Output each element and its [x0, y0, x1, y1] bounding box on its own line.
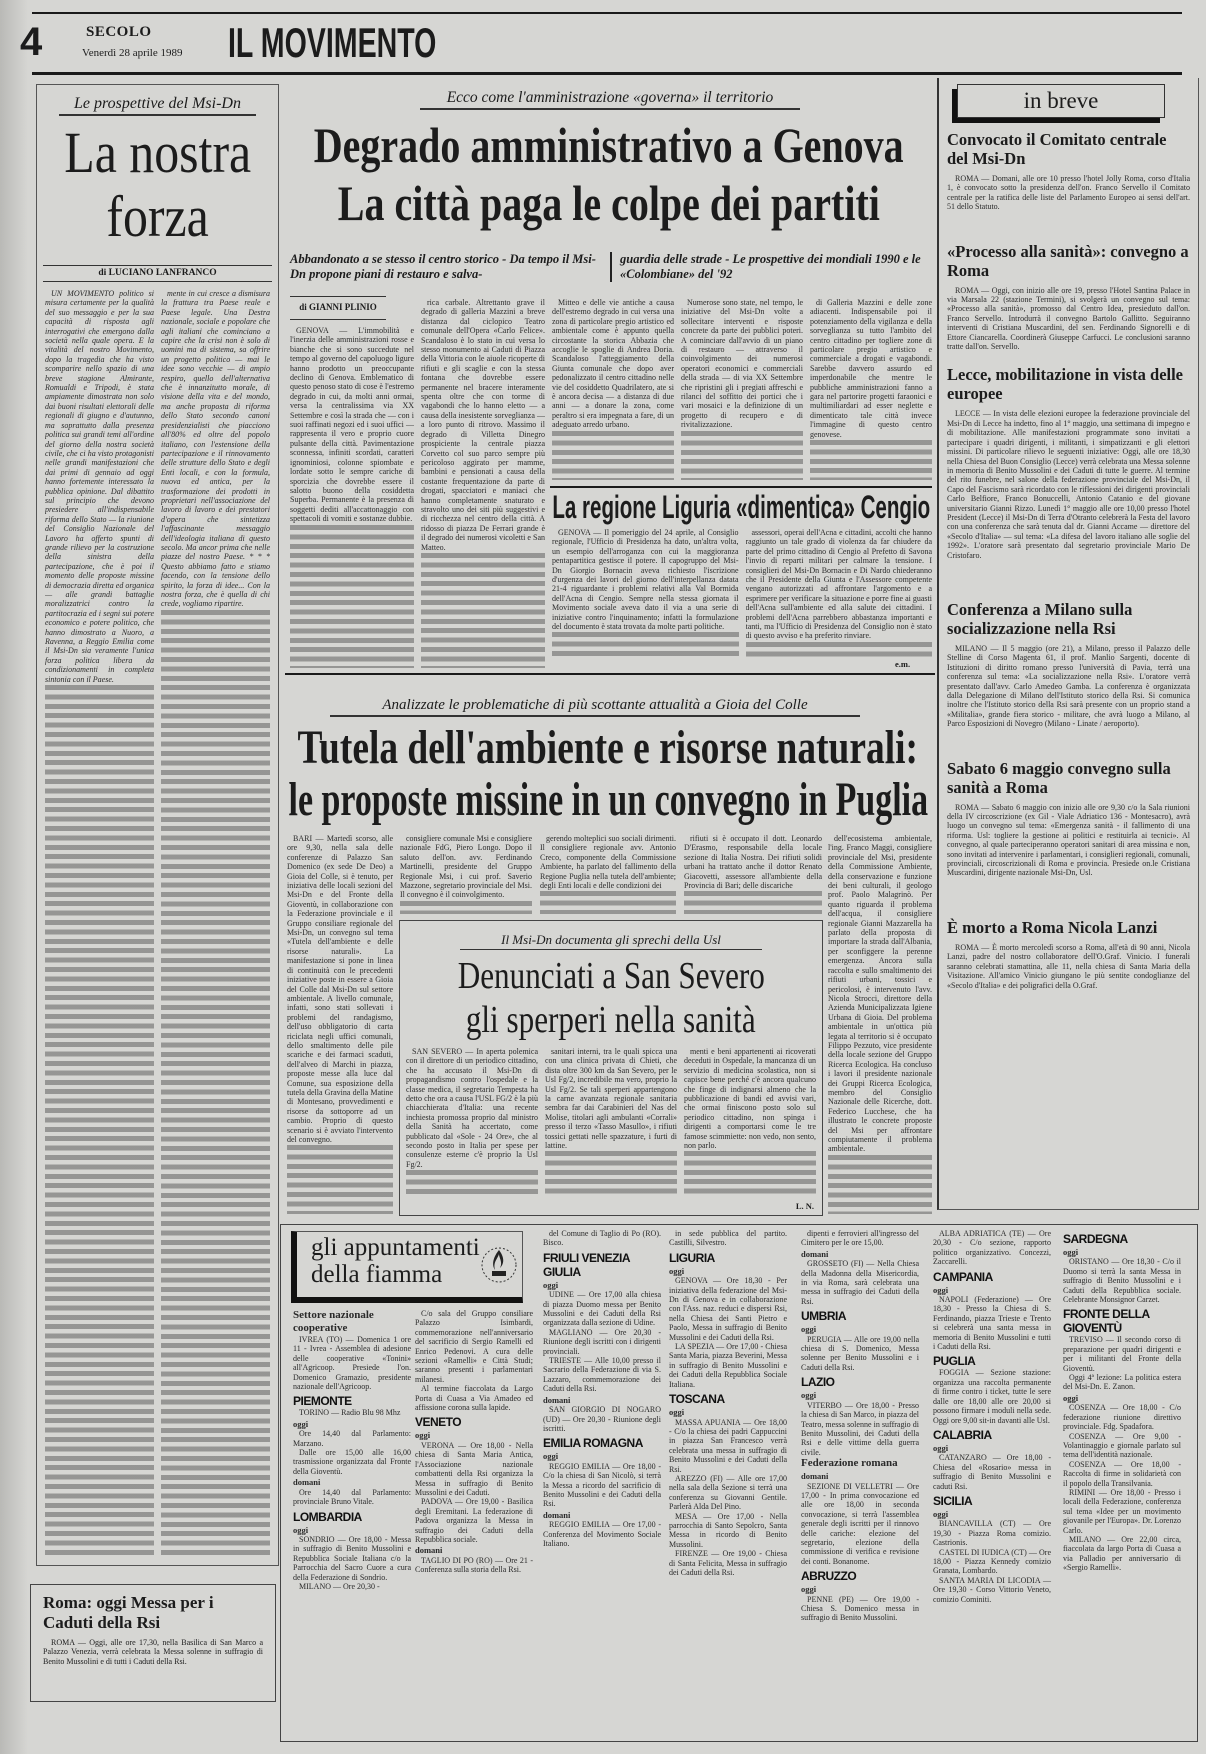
region-heading: PUGLIA	[933, 1354, 976, 1369]
article-paragraph: gerendo molteplici suo sociali dirimenti. Il consigliere regionale avv. Antonio Creco, componente della Commissione Ambiente, ha parlato del fallimento della Regione Puglia nella tutela dell'ambiente; degli Enti locali e delle condizioni dei	[540, 834, 676, 891]
editorial-box	[36, 84, 279, 1566]
brief-list	[947, 130, 1190, 990]
event-entry: in sede pubblica del partito. Castilli, Silvestro.	[669, 1229, 787, 1248]
event-entry: SEZIONE DI VELLETRI — Ore 17,00 - In prima convocazione ed alle ore 18,00 in seconda convocazione, si terrà l'assemblea generale degli iscritti per il rinnovo delle cariche: elezione del segretario, elezione della commissione di verifica e revisione dei conti. Bonanome.	[801, 1481, 919, 1566]
region-heading: PIEMONTE	[293, 1394, 352, 1409]
text-column	[45, 289, 154, 1559]
liguria-rule	[550, 486, 932, 488]
event-entry: Oggi 4ª lezione: La politica estera del Msi-Dn. E. Zanon.	[1063, 1373, 1181, 1392]
article-paragraph: GENOVA — L'immobilità e l'inerzia delle amministrazioni rosse e bianche che si sono succedute nel tempo al governo del capoluogo ligure hanno prodotto un preoccupante declino di Genova. Emblematico di questo penoso stato di cose è l'estremo degrado in cui, da molti anni ormai, versa la centralissima via XX Settembre e così la strada che — con i suoi raffinati negozi ed i suoi uffici — rappresenta il vero e proprio cuore pulsante della città. Pavimentazione sconnessa, infiniti scordati, caratteri ignominiosi, colonne spiombate e lordate sotto le sempre cariche di sporcizia che dovrebbe essere il salotto buono della cosiddetta Superba. Permanente è la presenza di soggetti dediti all'accattonaggio con spettacoli di vomiti e sostanze dubbie.	[290, 326, 414, 524]
day-label: domani	[801, 1248, 829, 1259]
text-column	[545, 1047, 677, 1195]
text-lines	[161, 610, 270, 1559]
region-heading: LOMBARDIA	[293, 1509, 362, 1524]
event-entry: MILANO — Ore 20,30 -	[299, 1581, 380, 1591]
section-heading: Settore nazionale cooperative	[293, 1309, 374, 1334]
text-column	[552, 298, 674, 480]
day-label: domani	[801, 1471, 829, 1482]
section-rule	[285, 673, 935, 675]
editorial-kicker: Le prospettive del Msi-Dn	[59, 94, 256, 116]
scan-edge	[0, 0, 28, 1754]
event-entry: BIANCAVILLA (CT) — Ore 19,30 - Piazza Roma comizio. Castrionis.	[933, 1519, 1051, 1548]
text-column	[684, 834, 822, 914]
genova-kicker: Ecco come l'amministrazione «governa» il territorio	[420, 88, 800, 110]
top-rule	[32, 12, 1182, 14]
event-entry: TRIESTE — Alle 10,00 presso il Sacrario della Federazione di via S. Lazzaro, commemorazione dei Caduti della Rsi.	[543, 1356, 661, 1394]
event-entry: PADOVA — Ore 19,00 - Basilica degli Eremitani. La federazione di Padova organizza la Messa in suffragio dei Caduti della Repubblica sociale.	[415, 1497, 533, 1544]
day-label: oggi	[415, 1430, 431, 1441]
article-paragraph: rifiuti si è occupato il dott. Leonardo D'Erasmo, responsabile della locale sezione di Italia Nostra. Dei rifiuti solidi urbani ha trattato anche il dottor Renato Giacovetti, assessore all'ambiente della Provincia di Bari; delle discariche	[684, 834, 822, 891]
text-lines	[421, 553, 545, 668]
event-entry: GENOVA — Ore 18,30 - Per iniziativa della federazione del Msi-Dn di Genova e in collaborazione con l'Ass. naz. reduci e dispersi Rsi, nella Chiesa dei Santi Pietro e Paolo, Messa in suffragio di Benito Mussolini e dei Caduti della Rsi.	[669, 1276, 787, 1342]
sansevero-headline	[404, 954, 818, 1042]
day-label: oggi	[293, 1524, 309, 1535]
brief-item	[947, 242, 1190, 352]
sansevero-headline-line1: Denunciati a San Severo	[457, 955, 765, 997]
event-entry: UDINE — Ore 17,00 alla chiesa di piazza Duomo messa per Benito Mussolini e dei Caduti della Rsi organizzata dalla sezione di Udine.	[543, 1290, 661, 1328]
text-column	[290, 298, 414, 668]
sansevero-headline-line2: gli sperperi nella sanità	[466, 999, 756, 1041]
in-breve-label: in breve	[957, 84, 1165, 118]
event-entry: TAGLIO DI PO (RO) — Ore 21 - Conferenza sulla storia della Rsi.	[415, 1555, 533, 1575]
event-entry: FOGGIA — Sezione stazione: organizza una raccolta permanente di firme contro i ticket, tutte le sere dalle ore 18,00 alle ore 20,00 si possono firmare i moduli nella sede. Oggi ore 9,00 sit-in davanti alle Usl.	[933, 1368, 1051, 1425]
event-entry: dipenti e ferrovieri all'ingresso del Cimitero per le ore 15,00.	[801, 1229, 919, 1248]
event-entry: Al termine fiaccolata da Largo Porta di Cuasa a Via Amadeo ed affissione corona sulla lapide.	[415, 1384, 533, 1413]
appuntamenti-title	[291, 1231, 523, 1303]
event-entry: PENNE (PE) — Ore 19,00 - Chiesa S. Domenico messa in suffragio di Benito Mussolini.	[801, 1594, 919, 1623]
day-label: oggi	[933, 1442, 949, 1453]
region-heading: TOSCANA	[669, 1392, 725, 1407]
event-entry: COSENZA — Ore 18,00 - C/o federazione riunione direttivo provinciale. Fdg. Spadafora.	[1063, 1403, 1181, 1432]
text-column	[828, 834, 932, 1214]
article-paragraph: assessori, operai dell'Acna e cittadini, accolti che hanno raggiunto un tale grado di violenza da far chiudere da parte del primo cittadino di Cengio al Prefetto di Savona l'invio di reparti militari per calmare la tensione. I consiglieri del Msi-Dn Bornacin e Di Nardo chiederanno che il Presidente della Giunta e l'Assessore competente vengano autorizzati ad affrontare l'argomento e a esprimere per verificare la situazione e porre fine ai guasti dell'Acna sull'ambiente ed alla salute dei cittadini. I problemi dell'Acna parrebbero abbastanza importanti e tanti, ma l'Ufficio di Presidenza del Consiglio non è stato di questo avviso e ha preferito rinviare.	[745, 528, 932, 641]
appuntamenti-box	[280, 1224, 1198, 1742]
event-entry: MASSA APUANIA — Ore 18,00 - C/o la chiesa dei padri Cappuccini in piazza San Francesco verrà celebrata una messa in suffragio di Benito Mussolini e dei Caduti della Rsi.	[669, 1417, 787, 1474]
region-heading: LAZIO	[801, 1375, 835, 1390]
day-label: oggi	[933, 1508, 949, 1519]
text-column	[684, 1047, 816, 1195]
day-label: domani	[543, 1509, 571, 1520]
text-column	[552, 528, 739, 658]
text-lines	[684, 891, 822, 914]
event-entry: MAGLIANO — Ore 20,30 - Riunione degli iscritti con i dirigenti provinciali.	[543, 1327, 661, 1356]
article-paragraph: menti e beni appartenenti ai ricoverati deceduti in Ospedale, la mancanza di un servizio di medicina scolastica, non si capisce bene perché c'è ancora qualcuno che finge di indignarsi almeno che la pubblicazione di bandi ed avvisi vari, che ormai finiscono posto solo sul periodico cittadino, non spinga i dirigenti a comportarsi come le tre famose scimmiette: non vedo, non sento, non parlo.	[684, 1047, 816, 1151]
issue-date: Venerdì 28 aprile 1989	[82, 47, 183, 59]
brief-text: MILANO — Il 5 maggio (ore 21), a Milano, presso il Palazzo delle Stelline di Corso Magenta 61, il prof. Manlio Sargenti, docente di Istituzioni di diritto romano presso l'università di Pavia, terrà una conferenza sul tema: «La socializzazione nella Rsi». L'oratore verrà presentato dall'avv. Carlo Amedeo Gamba. La conferenza è organizzata dalla Delegazione di Milano dell'Istituto storico della Rsi. Si comunica inoltre che l'Istituto storico della Rsi sarà presente con un proprio stand a «Militalia», grande fiera storico - militare, che avrà luogo a Milano, al Parco Esposizioni di Novegro (Milano - Linate / aeroporto).	[947, 643, 1190, 729]
event-entry: TREVISO — Il secondo corso di preparazione per quadri dirigenti e per i militanti del Fronte della Gioventù.	[1063, 1335, 1181, 1373]
appuntamenti-title-line1: gli appuntamenti	[311, 1234, 480, 1261]
appuntamenti-column	[1063, 1229, 1181, 1573]
section-heading: Federazione romana	[801, 1457, 898, 1470]
masthead-rule	[32, 72, 1182, 75]
genova-headline-line2: La città paga le colpe dei partiti	[337, 175, 881, 231]
event-entry: SANTA MARIA DI LICODIA — Ore 19,30 - Corso Vittorio Veneto, comizio Cominiti.	[933, 1575, 1051, 1604]
brief-item	[947, 600, 1190, 729]
region-heading: FRONTE DELLA GIOVENTÙ	[1063, 1307, 1150, 1336]
event-entry: SONDRIO — Ore 18,00 - Messa in suffragio di Benito Mussolini e Repubblica Sociale Italiana c/o la Parrocchia del Sacro Cuore a cura della Federazione di Sondrio.	[293, 1534, 411, 1582]
sansevero-body	[406, 1047, 816, 1195]
brief-text: ROMA — Oggi, con inizio alle ore 19, presso l'Hotel Santina Palace in via Marsala 22 (stazione Termini), si svolgerà un convegno sul tema: «Processo alla sanità», promosso dal Centro Idea, presieduto dall'on. Franco Servello. Introdurrà il convegno Bartolo Gallitto. Seguiranno interventi di Cristiana Muscardini, del sen. Ferdinando Signorelli e di Ettore Ciancarella. Coordinerà Giuseppe Carfucci. Le conclusioni saranno tratte dall'on. Servello.	[947, 285, 1190, 352]
roma-box	[30, 1584, 276, 1702]
article-paragraph: mente in cui cresce a dismisura la frattura tra Paese reale e Paese legale. Una Destra nazionale, sociale e popolare che agli italiani che cominciano a capire che la crisi non è solo di uomini ma di sistema, sa offrire un progetto politico — mai le idee sono vecchie — di ampio respiro, quello dell'alternativa che è innanzitutto morale, di visione della vita e del mondo, ma anche proposta di riforma dello Stato secondo canoni presidenzialisti che piacciono all'80% ed oltre del popolo italiano, con l'estensione della partecipazione e il rinnovamento delle strutture dello Stato e degli Enti locali, e con la formula, nuova ed antica, per la trasformazione dei prodotti in proprietari nell'associazione del lavoro di lavoro e dei prestatori d'opera che sintetizza l'affascinante messaggio dell'ideologia italiana di questo secolo. Ma ancor prima che nelle piazze del nostro Paese. * * * Questo abbiamo fatto e stiamo facendo, con la tensione dello spirito, la forza di idee... Con la nostra forza, che è quella di chi crede, vogliamo ripartire.	[161, 289, 270, 609]
sansevero-kicker: Il Msi-Dn documenta gli sprechi della Usl	[460, 931, 762, 950]
appuntamenti-title-line2: della fiamma	[311, 1261, 443, 1288]
day-label: domani	[293, 1477, 321, 1488]
text-column	[810, 298, 932, 480]
text-lines	[540, 891, 676, 914]
event-entry: CASTEL DI IUDICA (CT) — Ore 18,00 - Piazza Kennedy comizio Granata, Lombardo.	[933, 1547, 1051, 1576]
event-entry: IVREA (TO) — Domenica 1 ore 11 - Ivrea - Assemblea di adesione delle cooperative «Tonini» all'Agricoop. Presiede l'on. Domenico Gramazio, presidente nazionale dell'Agricoop.	[293, 1335, 411, 1392]
day-label: oggi	[801, 1390, 817, 1401]
article-paragraph: dell'ecosistema ambientale, l'ing. Franco Maggi, consigliere provinciale del Msi, presidente della Commissione Ambiente, della conservazione e funzione dei beni culturali, il geologo prof. Paolo Malagrinò. Per quanto riguarda il problema dell'acqua, il consigliere regionale Gianni Mazzarella ha parlato della proposta di importare la strada dall'Albania, per sconfiggere la perenne emergenza. Ancora sulla raccolta e sullo smaltimento dei rifiuti urbani, tossici e pericolosi, è intervenuto l'avv. Nicola Strocci, direttore della Azienda Municipalizzata Igiene Urbana di Gioia. Del problema ambientale in un'ottica più legata al territorio si è occupato Filippo Pezzuto, vice presidente della locale sezione del Gruppo Ricerca Ecologica. Ha concluso i lavori il presidente nazionale dei Gruppi Ricerca Ecologica, membro del Consiglio Nazionale delle Ricerche, dott. Federico Lucchese, che ha illustrato le concrete proposte del Msi per affrontare compiutamente il problema ambientale.	[828, 834, 932, 1154]
text-lines	[681, 431, 803, 480]
puglia-kicker: Analizzate le problematiche di più scottante attualità a Gioia del Colle	[330, 695, 860, 717]
event-entry: PERUGIA — Alle ore 19,00 nella chiesa di S. Domenico, Messa solenne per Benito Mussolini e i Caduti della Rsi.	[801, 1334, 919, 1372]
event-entry: Ore 14,40 dal Parlamento: provinciale Bruno Vitale.	[293, 1487, 411, 1507]
text-lines	[552, 632, 739, 658]
text-column	[406, 1047, 538, 1195]
brief-text: LECCE — In vista delle elezioni europee la federazione provinciale del Msi-Dn di Lecce ha indetto, fino al 1° maggio, una settimana di impegno e di mobilitazione. Alle manifestazioni programmate sono invitati a partecipare i quadri dirigenti, i militanti, i simpatizzanti e gli elettori missini. Di particolare rilievo le seguenti iniziative: Oggi, alle ore 18,30 nella Chiesa del Buon Consiglio (Lecce) verrà celebrata una Messa solenne in memoria di Benito Mussolini e dei Caduti di tutte le guerre. Al termine del rito funebre, nel salone della federazione provinciale del Msi-Dn, il Capo del Fascismo sarà ricordato con le riflessioni dei dirigenti provinciali Carlo Belfiore, Franco Bonuccelli, Antonio Catanio e del giovane universitario Gianni Rizzo. Lunedì 1° maggio alle ore 10,00 presso l'hotel President (Lecce) il Msi-Dn di Terra d'Otranto celebrerà la Festa del lavoro con una conferenza che sarà tenuta dal dr. Gianni Accame — direttore del «Secolo d'Italia» — sul tema: «La difesa del lavoro italiano alle soglie del 1992». L'oratore sarà presentato dal segretario provinciale Mario De Cristofaro.	[947, 409, 1190, 560]
region-heading: LIGURIA	[669, 1250, 715, 1265]
day-label: oggi	[293, 1418, 309, 1429]
appuntamenti-column	[293, 1309, 411, 1591]
text-lines	[45, 685, 154, 1559]
event-entry: VERONA — Ore 18,00 - Nella chiesa di Santa Maria Antica, l'Associazione nazionale combattenti della Rsi organizza la Messa in suffragio di Benito Mussolini e dei Caduti.	[415, 1440, 533, 1497]
liguria-headline: La regione Liguria «dimentica» Cengio	[552, 489, 930, 525]
brief-title: È morto a Roma Nicola Lanzi	[947, 917, 1158, 937]
article-paragraph: UN MOVIMENTO politico si misura certamente per la qualità del suo messaggio e per la sua capacità di risposta agli interrogativi che emergono dalla società nella quale opera. E la vitalità del nostro Movimento, dopo la tragedia che ha visto scomparire nello spazio di una breve stagione Almirante, Romualdi e Tripodi, è stata ampiamente dimostrata non solo dai buoni risultati elettorali delle regionali di giugno e d'autunno, ma soprattutto dalla presenza politica sui grandi temi all'ordine del giorno della nostra società civile, che ci ha visto protagonisti nelle grandi manifestazioni che dai primi di gennaio ad oggi hanno fortemente interessato la pubblica opinione. Dal dibattito sul principio che devono presiedere all'indispensabile riforma dello Stato — la riunione del Consiglio Nazionale del Lavoro ha offerto spunti di grande rilievo per la costruzione della sinistra della partecipazione, che è poi il momento delle proposte missine di democrazia diretta ed organica — alle grandi battaglie moralizzatrici contro la partitocrazia ed i segni sui potere economico e potere politico, che hanno dimostrato a Nuoro, a Ravenna, a Reggio Emilia come il Msi-Dn sia veramente l'unica forza politica libera da condizionamenti in completa sintonia con il Paese.	[45, 289, 154, 684]
brief-title: Conferenza a Milano sulla socializzazione nella Rsi	[947, 599, 1133, 638]
region-heading: ABRUZZO	[801, 1569, 857, 1584]
event-entry: REGGIO EMILIA — Ore 17,00 - Conferenza del Movimento Sociale Italiano.	[543, 1520, 661, 1548]
region-heading: FRIULI VENEZIA GIULIA	[543, 1250, 630, 1279]
event-entry: Ore 14,40 dal Parlamento: Marzano.	[293, 1429, 411, 1448]
appuntamenti-column	[543, 1229, 661, 1548]
appuntamenti-column	[933, 1229, 1051, 1604]
text-lines	[406, 1170, 538, 1195]
liguria-headline-wrap	[550, 489, 932, 525]
event-entry: COSENZA — Ore 9,00 - Volantinaggio e giornale parlato sul tema dell'identità nazionale.	[1063, 1431, 1181, 1460]
brief-title: Convocato il Comitato centrale del Msi-Dn	[947, 130, 1167, 168]
genova-headline-line1: Degrado amministrativo a Genova	[314, 117, 904, 173]
text-lines	[545, 1151, 677, 1195]
brief-text: ROMA — Domani, alle ore 10 presso l'hotel Jolly Roma, corso d'Italia 1, è convocato sotto la presidenza dell'on. Franco Servello il Comitato centrale per la ratifica delle liste del Parlamento Europeo ai sensi dell'art. 51 dello Statuto.	[947, 174, 1190, 212]
day-label: oggi	[933, 1284, 949, 1295]
in-breve-column	[937, 78, 1199, 1210]
roma-box-title: Roma: oggi Messa per i Caduti della Rsi	[43, 1593, 214, 1632]
day-label: domani	[543, 1394, 571, 1405]
event-entry: FIRENZE — Ore 19,00 - Chiesa di Santa Felicita, Messa in suffragio dei Caduti della Rsi.	[669, 1549, 787, 1577]
sansevero-signature: L. N.	[795, 1201, 814, 1211]
event-entry: LA SPEZIA — Ore 17,00 - Chiesa Santa Maria, piazza Beverini, Messa in suffragio di Benito Mussolini e dei Caduti della Repubblica Sociale Italiana.	[669, 1342, 787, 1389]
text-lines	[810, 440, 932, 480]
article-paragraph: di Galleria Mazzini e delle zone adiacenti. Indispensabile poi il potenziamento della vigilanza e della sorveglianza su tutto l'ambito del centro cittadino per togliere zone di particolare pregio artistico e commerciale a drogati e vagabondi. Sarebbe davvero assurdo ed imperdonabile che mentre le pubbliche amministrazioni fanno a gara nel partorire progetti faraonici e multimiliardari ad esser neglette e dimenticato tale città invece l'immagine di questo centro genovese.	[810, 298, 932, 439]
region-heading: SICILIA	[933, 1493, 973, 1508]
liguria-signature: e.m.	[895, 659, 911, 669]
region-heading: CAMPANIA	[933, 1269, 993, 1284]
article-paragraph: rica carbale. Altrettanto grave il degrado di galleria Mazzini a breve distanza dal ciclopico Teatro comunale dell'Opera «Carlo Felice». Scandaloso è lo stato in cui versa lo stesso monumento ai Caduti di Piazza della Vittoria con le aiuole ricoperte di rifiuti e gli scaglie e con la stessa fontana che dovrebbe essere permanente nel bracere interamente spenta oltre che con torme di vagabondi che lo hanno eletto — a causa della inesistente sorveglianza — a loro punto di ritrovo. Massimo il degrado di Villetta Dinegro prospiciente la centrale piazza Corvetto col suo parco sempre più pericoloso aggirato per mamme, bambini e pensionati a causa della costante frequentazione da parte di drogati, spacciatori e maniaci che hanno completamente snaturato e stravolto uno dei siti più suggestivi e di ricchezza nel centro della città. A ridosso di piazza De Ferrari grande è il degrado dei numerosi vicoletti e San Matteo.	[421, 298, 545, 552]
event-entry: MESA — Ore 17,00 - Nella parrocchia di Santo Sepolcro, Santa Messa in ricordo di Benito Mussolini.	[669, 1511, 787, 1549]
editorial-title-line2: forza	[106, 184, 209, 249]
day-label: oggi	[669, 1265, 685, 1276]
brief-title: Sabato 6 maggio convegno sulla sanità a Roma	[947, 758, 1171, 797]
text-column	[746, 528, 933, 658]
brief-item	[947, 365, 1190, 560]
event-entry: REGGIO EMILIA — Ore 18,00 - C/o la chiesa di San Nicolò, si terrà la Messa a ricordo del sacrificio di Benito Mussolini e dei Caduti della Rsi.	[543, 1461, 661, 1509]
paper-name: SECOLO	[86, 24, 152, 40]
article-paragraph: SAN SEVERO — In aperta polemica con il direttore di un periodico cittadino, che ha accusato il Msi-Dn di propagandismo contro l'ospedale e la classe medica, il segretario Tempesta ha detto che ora a causa l'USL FG/2 è la più chiacchierata d'Italia: una recente inchiesta promossa proprio dal ministro della Sanità ha accertato, come pubblicato dal «Sole - 24 Ore», che al secondo posto in Italia per spese per consulenze esterne c'è proprio la Usl Fg/2.	[406, 1047, 538, 1169]
brief-title: «Processo alla sanità»: convegno a Roma	[947, 241, 1189, 280]
event-entry: SAN GIORGIO DI NOGARO (UD) — Ore 20,30 - Riunione degli iscritti.	[543, 1405, 661, 1433]
editorial-title	[37, 121, 278, 249]
appuntamenti-column	[415, 1309, 533, 1575]
genova-byline: di GIANNI PLINIO	[290, 296, 386, 320]
flame-logo-icon	[480, 1244, 518, 1286]
article-paragraph: BARI — Martedì scorso, alle ore 9,30, nella sala delle conferenze di Palazzo San Domenico (ex sede De Deo) a Gioia del Colle, si è tenuto, per iniziativa delle locali sezioni del Msi-Dn e del Fronte della Gioventù, in collaborazione con la Federazione provinciale e il Gruppo consiliare regionale del Msi-Dn, un convegno sul tema «Tutela dell'ambiente e delle risorse naturali». La manifestazione si pone in linea di continuità con le precedenti iniziative poste in essere a Gioia del Colle dal Msi-Dn sul settore ambientale. A livello comunale, infatti, sono stati sollevati i problemi del randagismo, dell'uso obbligatorio di carta riciclata negli uffici comunali, dello smaltimento delle pile scariche e dei farmaci scaduti, dell'alveo di Marchi in piazza, proposte messe alla luce dal Comune, sua esposizione della tutela della Gravina della Matine di Montesano, provvedimenti e risorse da sottoporre ad un cambio. Proprio di questo scenario si è avviato l'intervento del convegno.	[287, 834, 393, 1144]
text-lines	[400, 901, 532, 914]
text-lines	[828, 1155, 932, 1214]
day-label: oggi	[1063, 1392, 1079, 1403]
text-column	[421, 298, 545, 668]
brief-item	[947, 130, 1190, 212]
brief-item	[947, 759, 1190, 878]
region-heading: CALABRIA	[933, 1427, 992, 1442]
event-entry: ORISTANO — Ore 18,30 - C/o il Duomo si terrà la santa Messa in suffragio di Benito Mussolini e i Caduti della Repubblica sociale. Celebrante Monsignor Carzet.	[1063, 1257, 1181, 1305]
section-title: IL MOVIMENTO	[228, 19, 437, 66]
sansevero-box	[399, 920, 823, 1216]
event-entry: CATANZARO — Ore 18,00 - Chiesa del «Rosario» messa in suffragio di Benito Mussolini e caduti Rsi.	[933, 1453, 1051, 1491]
genova-body-right	[552, 298, 932, 480]
puglia-headline-line2: le proposte missine in un convegno in Puglia	[288, 773, 928, 826]
brief-item	[947, 918, 1190, 990]
appuntamenti-column	[801, 1229, 919, 1623]
event-entry: AREZZO (FI) — Alle ore 17,00 nella sala della Sezione si terrà una conferenza su Giovanni Gentile. Parlerà Alda Del Pino.	[669, 1473, 787, 1512]
roma-box-text: ROMA — Oggi, alle ore 17,30, nella Basilica di San Marco a Palazzo Venezia, verrà celebrata la Messa solenne in suffragio di Benito Mussolini e di tutti i Caduti della Rsi.	[43, 1638, 263, 1666]
text-lines	[287, 1145, 393, 1214]
article-paragraph: Numerose sono state, nel tempo, le iniziative del Msi-Dn volte a sollecitare interventi e risposte concrete da parte dei pubblici poteri. A cominciare dall'avvio di un piano di restauro — attraverso il coinvolgimento dei numerosi operatori economici e commerciali della strada — di via XX Settembre che ripristini gli i pregiati affreschi e rilanci del soffitto dei portici che i vari mosaici e la definizione di un progetto di recupero e di rivitalizzazione.	[681, 298, 803, 430]
genova-body-left	[290, 298, 545, 668]
text-column	[540, 834, 676, 914]
text-lines	[684, 1151, 816, 1195]
event-entry: MILANO — Ore 22,00 circa, fiaccolata da largo Porta di Cuasa a via Palladio per anniversario di «Sergio Ramelli».	[1063, 1534, 1181, 1573]
event-entry: C/o sala del Gruppo consiliare Palazzo Isimbardi, commemorazione nell'anniversario del sacrificio di Sergio Ramelli ed Enrico Pedenovi. A cura delle sezioni «Ramelli» e Città Studi; saranno presenti i parlamentari milanesi.	[415, 1309, 533, 1384]
day-label: oggi	[543, 1279, 559, 1290]
genova-subhead-right: guardia delle strade - Le prospettive dei mondiali 1990 e le «Colombiane» del '92	[610, 252, 932, 282]
liguria-body	[552, 528, 932, 658]
article-paragraph: consigliere comunale Msi e consigliere nazionale FdG, Piero Longo. Dopo il saluto dell'on. avv. Ferdinando Martinelli, presidente del Gruppo Regionale Msi, i cui prof. Saverio Mazzone, segretario provinciale del Msi. Il convegno è il coinvolgimento.	[400, 834, 532, 900]
event-entry: NAPOLI (Federazione) — Ore 18,30 - Presso la Chiesa di S. Ferdinando, piazza Trieste e Trento si celebrerà una santa messa in memoria di Benito Mussolini e tutti i Caduti della Rsi.	[933, 1295, 1051, 1352]
text-column	[287, 834, 393, 1214]
brief-text: ROMA — Sabato 6 maggio con inizio alle ore 9,30 c/o la Sala riunioni della IV circoscrizione (ex Gil - Viale Adriatico 136 - Montesacro), avrà luogo un convegno sul tema: «Emergenza sanità - il fallimento di una riforma. Usl: togliere la gestione ai politici e restituirla ai tecnici». Al convegno, al quale parteciperanno operatori sanitari di area missina e non, sono invitati ad intervenire i parlamentari, i consiglieri regionali, comunali, provinciali, circoscrizionali di Roma e provincia. Presiede on.le Cristiana Muscardini, dirigente nazionale Msi-Dn, Usl.	[947, 802, 1190, 878]
event-entry: TORINO — Radio Blu 98 Mhz	[299, 1408, 401, 1418]
article-paragraph: Mitteo e delle vie antiche a causa dell'estremo degrado in cui versa una zona di particolare pregio artistico ed ambientale come è appunto quella circostante la storica Abbazia che accoglie le spoglie di Andrea Doria. Scandaloso l'atteggiamento della Giunta comunale che dopo aver pedonalizzato il centro cittadino nelle vie del cosiddetto Quadrilatero, ate si è ancora decisa — a distanza di due anni — a donare la zona, come peraltro si era impegnata a fare, di un adeguato arredo urbano.	[552, 298, 674, 430]
day-label: oggi	[1063, 1247, 1079, 1257]
brief-text: ROMA — È morto mercoledì scorso a Roma, all'età di 90 anni, Nicola Lanzi, padre del nostro collaboratore dell'O.Graf. Vinicio. I funerali saranno celebrati stamattina, alle 11, nella chiesa di Santa Maria della Visitazione. All'amico Vinicio giungano le più sentite condoglianze del «Secolo d'Italia» e dei poligrafici della O.Graf.	[947, 942, 1190, 990]
region-heading: VENETO	[415, 1415, 462, 1430]
region-heading: EMILIA ROMAGNA	[543, 1436, 643, 1451]
event-entry: del Comune di Taglio di Po (RO). Bisco.	[543, 1229, 661, 1248]
region-heading: SARDEGNA	[1063, 1232, 1128, 1246]
day-label: oggi	[543, 1451, 559, 1462]
editorial-title-line1: La nostra	[64, 120, 251, 185]
brief-title: Lecce, mobilitazione in vista delle europee	[947, 365, 1184, 404]
event-entry: Dalle ore 15,00 alle 16,00 trasmissione organizzata dal Fronte della Gioventù.	[293, 1448, 411, 1476]
region-heading: UMBRIA	[801, 1309, 846, 1324]
editorial-byline: di LUCIANO LANFRANCO	[43, 265, 272, 282]
page-number: 4	[20, 20, 43, 64]
genova-headline	[285, 116, 933, 232]
text-column	[400, 834, 532, 914]
event-entry: COSENZA — Ore 18,00 - Raccolta di firme in solidarietà con il popolo della Transilvania.	[1063, 1459, 1181, 1488]
day-label: domani	[415, 1545, 443, 1556]
text-lines	[746, 642, 933, 658]
article-paragraph: GENOVA — Il pomeriggio del 24 aprile, al Consiglio regionale, l'Ufficio di Presidenza ha dato, un'altra volta, un esempio dell'arroganza con cui la maggioranza pentapartitica gestisce il potere. Il capogruppo del Msi-Dn Giorgio Bornacin aveva richiesto l'iscrizione d'urgenza dei lavori del giorno dell'interpellanza datata 21-4 riguardante i problemi relativi alla Val Bormida dell'Acna di Cengio. Sempre nella stessa giornata il Movimento sociale aveva dato il via a una serie di iniziative contro l'inquinamento; infatti la formulazione del documento è stata trovata da molte parti politiche.	[552, 528, 739, 632]
text-lines	[290, 525, 414, 668]
day-label: oggi	[669, 1407, 685, 1418]
event-entry: GROSSETO (FI) — Nella Chiesa della Madonna della Misericordia, in via Roma, sarà celebrata una messa in suffragio dei Caduti della Rsi.	[801, 1259, 919, 1306]
event-entry: VITERBO — Ore 18,00 - Presso la chiesa di San Marco, in piazza del Teatro, messa solenne in suffragio di Benito Mussolini, dei Caduti della Rsi e delle vittime della guerra civile.	[801, 1400, 919, 1457]
text-column	[681, 298, 803, 480]
event-entry: RIMINI — Ore 18,00 - Presso i locali della Federazione, conferenza sul tema «Idee per un movimento giovanile per l'Europa». Dr. Lorenzo Carlo.	[1063, 1487, 1181, 1535]
genova-subhead-left: Abbandonato a se stesso il centro storico - Da tempo il Msi-Dn propone piani di restauro e salva-	[290, 252, 596, 281]
puglia-headline-line1: Tutela dell'ambiente e risorse naturali:	[297, 721, 919, 774]
puglia-headline	[286, 722, 930, 826]
article-paragraph: sanitari interni, tra le quali spicca una con una clinica privata di Chieti, che dista oltre 300 km da San Severo, per le Usl Fg/2, incredibile ma vero, proprio la Usl Fg/2. Se tali sperperi appartengono la carne avanzata regionale sanitaria sembra far dai Carabinieri del Nas del Molise, titolari agli ambulanti «Corrali» presso il terzo «Tasso Masullo», i rifiuti tossici gettati nelle spazzature, i furti di lattine.	[545, 1047, 677, 1151]
text-column	[161, 289, 270, 1559]
text-lines	[552, 431, 674, 480]
day-label: oggi	[801, 1324, 817, 1335]
event-entry: ALBA ADRIATICA (TE) — Ore 20,30 - C/o sezione, rapporto politico organizzativo. Concezzi, Zaccarelli.	[933, 1229, 1051, 1267]
day-label: oggi	[801, 1584, 817, 1595]
appuntamenti-column	[669, 1229, 787, 1577]
editorial-body	[45, 289, 270, 1559]
